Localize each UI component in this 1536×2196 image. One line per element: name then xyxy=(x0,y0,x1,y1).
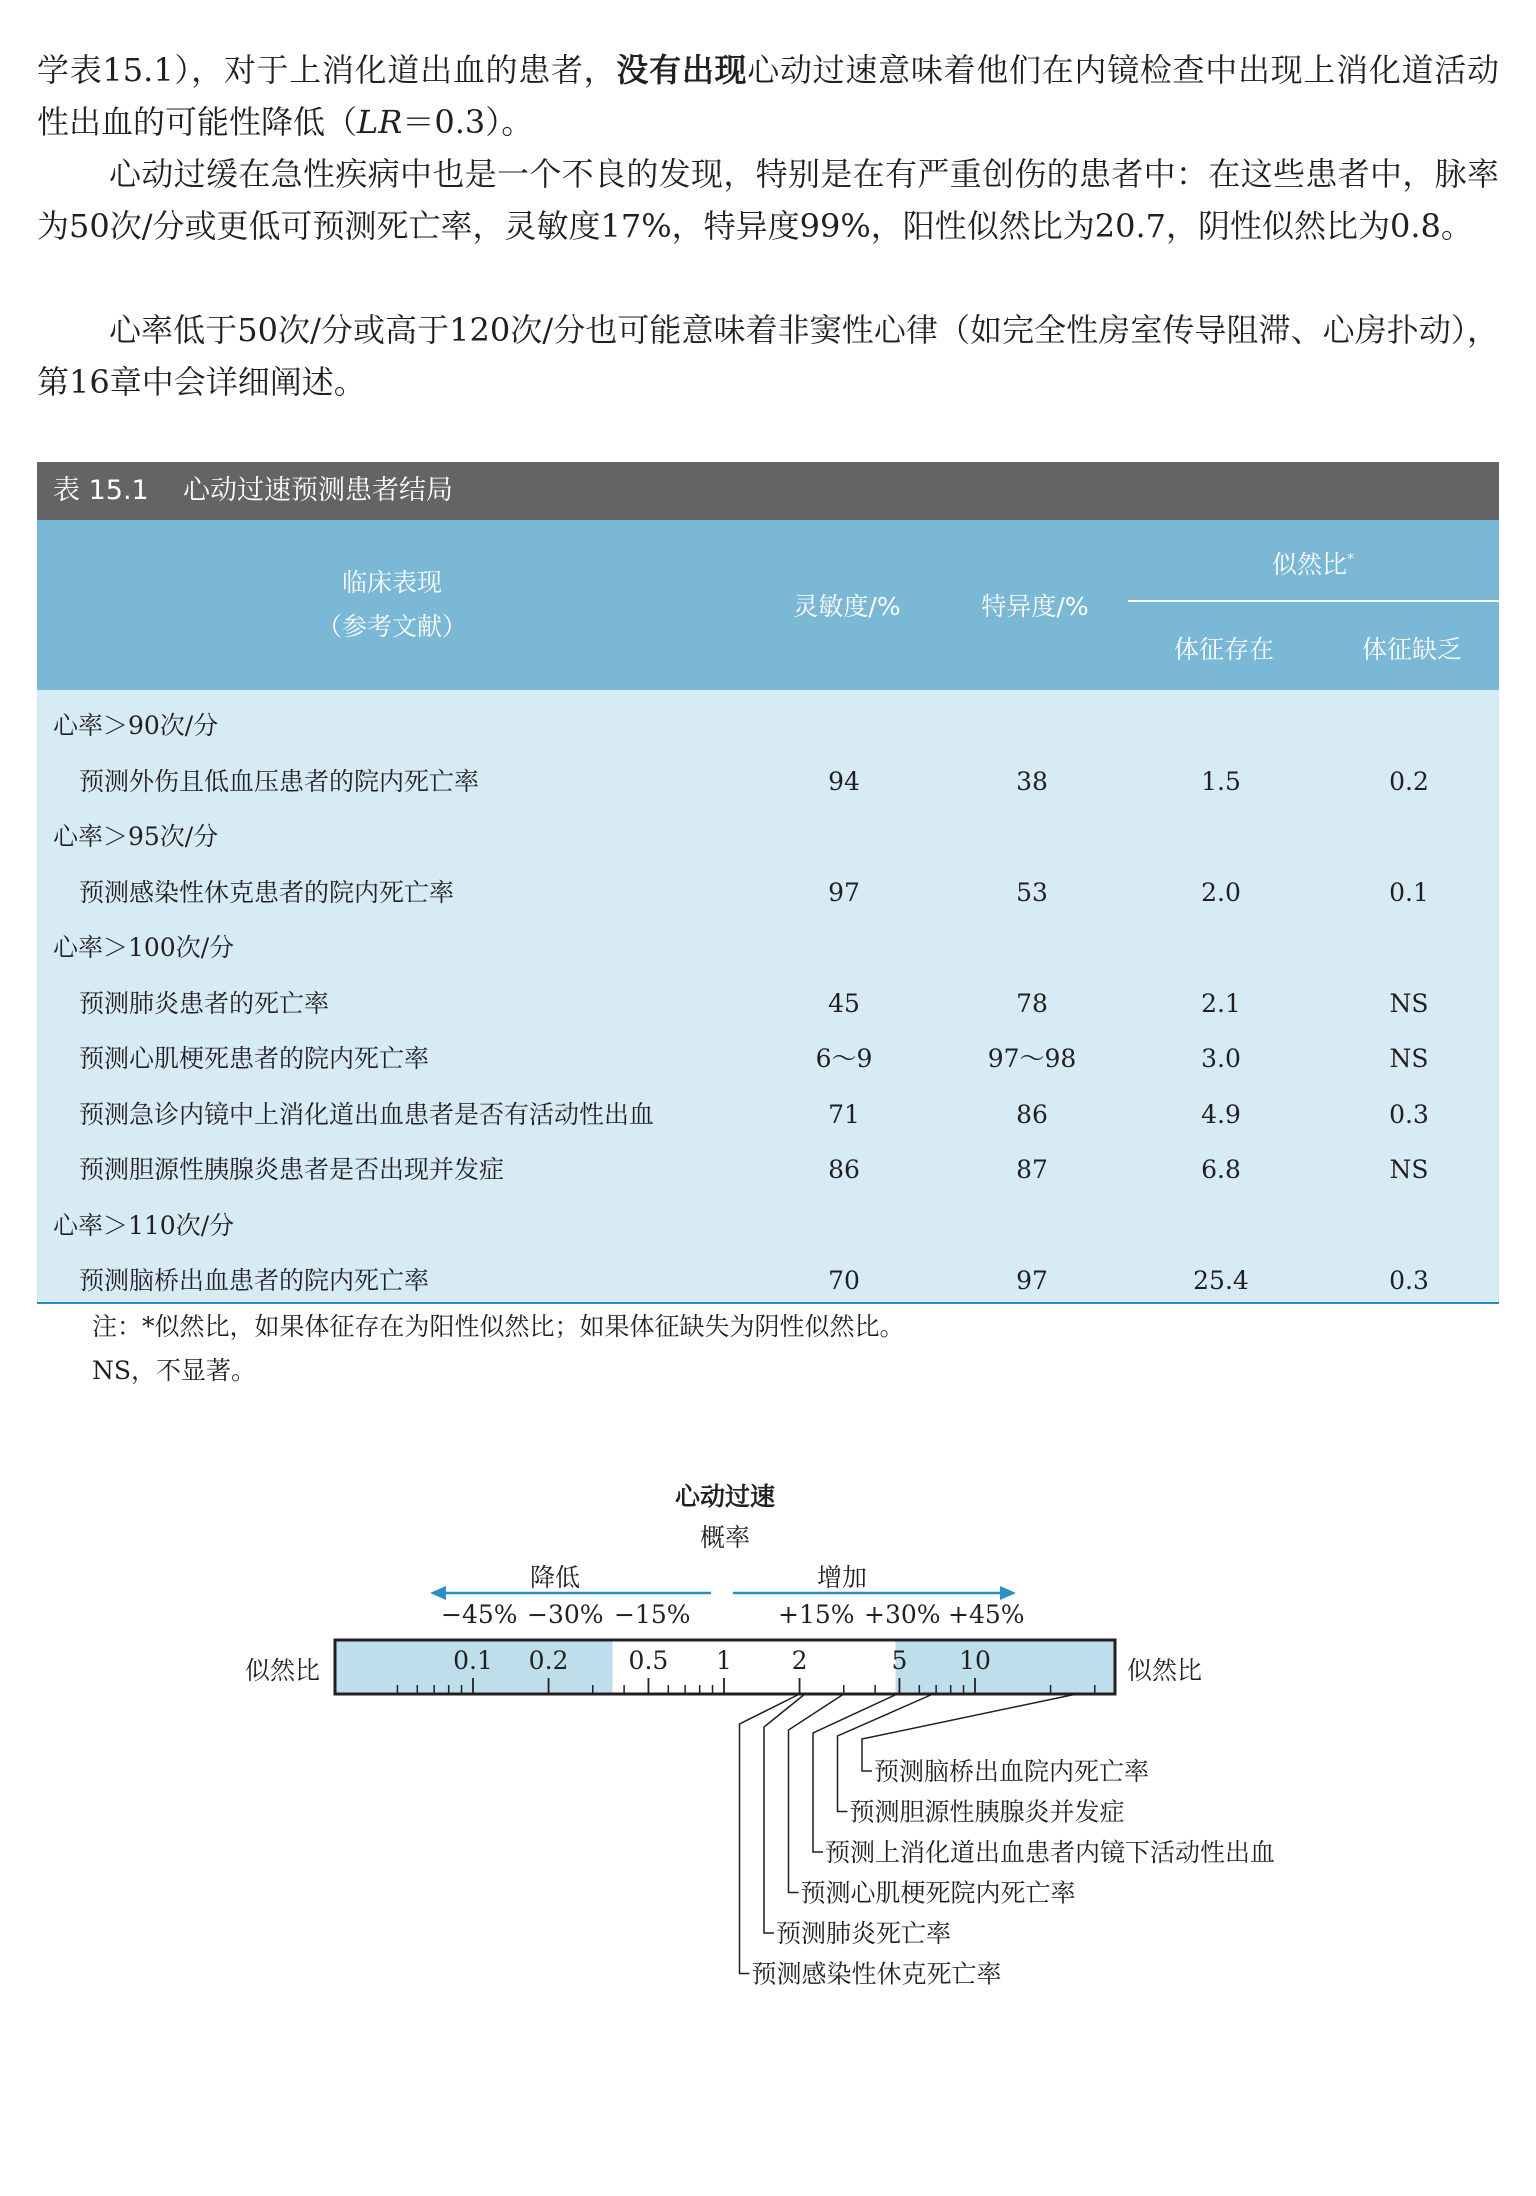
cell-sensitivity: 6～9 xyxy=(815,1044,873,1073)
cell-specificity: 78 xyxy=(1016,988,1048,1018)
tick-label: 5 xyxy=(891,1646,908,1675)
marker-leader xyxy=(838,1694,933,1812)
cell-lr-present: 2.0 xyxy=(1201,877,1241,907)
cell-lr-present: 2.1 xyxy=(1201,988,1241,1018)
pct-right-30: +30% xyxy=(864,1600,941,1629)
tick-label: 0.1 xyxy=(453,1646,493,1675)
tick-label: 10 xyxy=(959,1646,991,1675)
cell-lr-absent: NS xyxy=(1389,988,1429,1018)
figure-subtitle: 概率 xyxy=(700,1523,751,1552)
header-clinical-sub: （参考文献） xyxy=(316,612,467,641)
cell-sensitivity: 94 xyxy=(828,766,860,796)
row-finding: 预测急诊内镜中上消化道出血患者是否有活动性出血 xyxy=(79,1099,655,1129)
cell-specificity: 87 xyxy=(1016,1155,1048,1184)
row-finding: 预测外伤且低血压患者的院内死亡率 xyxy=(79,766,480,796)
lr-symbol: LR xyxy=(357,103,403,141)
row-group-label: 心率＞110次/分 xyxy=(53,1210,235,1240)
lr-label: 似然比 xyxy=(1271,550,1347,579)
cell-lr-absent: NS xyxy=(1389,1044,1429,1073)
cell-sensitivity: 70 xyxy=(828,1266,860,1295)
marker-label: 预测上消化道出血患者内镜下活动性出血 xyxy=(825,1838,1276,1867)
intro-text: 学表15.1），对于上消化道出血的患者， xyxy=(37,51,617,89)
cell-lr-absent: 0.2 xyxy=(1389,766,1429,796)
cell-specificity: 38 xyxy=(1016,766,1048,796)
figure-title: 心动过速 xyxy=(675,1482,776,1511)
cell-lr-present: 6.8 xyxy=(1201,1155,1241,1184)
decrease-label: 降低 xyxy=(530,1563,581,1592)
tick-label: 2 xyxy=(791,1646,808,1675)
header-absent: 体征缺乏 xyxy=(1361,635,1462,664)
intro-text: ＝0.3）。 xyxy=(402,103,534,141)
increase-label: 增加 xyxy=(817,1563,868,1592)
cell-lr-present: 1.5 xyxy=(1201,766,1241,796)
table-note-2: NS，不显著。 xyxy=(92,1356,257,1385)
tick-label: 0.5 xyxy=(628,1646,669,1675)
row-finding: 预测胆源性胰腺炎患者是否出现并发症 xyxy=(79,1155,505,1184)
marker-label: 预测感染性休克死亡率 xyxy=(751,1959,1002,1989)
cell-lr-present: 25.4 xyxy=(1193,1266,1249,1295)
row-group-label: 心率＞90次/分 xyxy=(53,711,219,740)
intro-emphasis: 没有出现 xyxy=(616,51,748,89)
decrease-arrowhead xyxy=(430,1586,446,1600)
tick-label: 0.2 xyxy=(528,1646,569,1675)
pct-left-30: −30% xyxy=(527,1600,604,1629)
shade-right xyxy=(895,1640,1115,1694)
cell-lr-absent: 0.1 xyxy=(1389,877,1429,907)
marker-label: 预测脑桥出血院内死亡率 xyxy=(874,1757,1150,1786)
cell-specificity: 97 xyxy=(1016,1266,1048,1295)
table-note-1: 注：*似然比，如果体征存在为阳性似然比；如果体征缺失为阴性似然比。 xyxy=(92,1312,905,1341)
row-group-label: 心率＞100次/分 xyxy=(53,933,235,962)
row-finding: 预测脑桥出血患者的院内死亡率 xyxy=(79,1266,430,1295)
cell-lr-absent: 0.3 xyxy=(1389,1099,1429,1129)
row-finding: 预测心肌梗死患者的院内死亡率 xyxy=(79,1044,430,1073)
marker-leader xyxy=(764,1694,805,1933)
pct-right-45: +45% xyxy=(948,1600,1025,1629)
cell-sensitivity: 45 xyxy=(828,988,860,1018)
cell-lr-absent: 0.3 xyxy=(1389,1266,1429,1295)
increase-arrowhead xyxy=(1000,1586,1016,1600)
axis-label-left: 似然比 xyxy=(245,1656,321,1685)
pct-right-15: +15% xyxy=(778,1600,855,1629)
cell-lr-present: 3.0 xyxy=(1201,1044,1241,1073)
cell-lr-absent: NS xyxy=(1389,1155,1429,1184)
marker-label: 预测心肌梗死院内死亡率 xyxy=(800,1878,1076,1908)
tick-label: 1 xyxy=(716,1646,732,1675)
table-title: 表 15.1 心动过速预测患者结局 xyxy=(37,462,1499,520)
cell-sensitivity: 97 xyxy=(828,877,860,907)
cell-specificity: 86 xyxy=(1016,1099,1048,1129)
pct-left-45: −45% xyxy=(441,1600,518,1629)
cell-sensitivity: 71 xyxy=(828,1099,860,1129)
lr-footnote-mark: * xyxy=(1347,551,1354,568)
pct-left-15: −15% xyxy=(614,1600,691,1629)
header-sensitivity: 灵敏度/% xyxy=(793,592,901,621)
cell-lr-present: 4.9 xyxy=(1201,1099,1241,1129)
header-clinical: 临床表现 xyxy=(341,568,442,597)
row-finding: 预测肺炎患者的死亡率 xyxy=(79,988,330,1018)
marker-label: 预测胆源性胰腺炎并发症 xyxy=(849,1797,1125,1827)
cell-specificity: 97～98 xyxy=(987,1044,1077,1073)
row-finding: 预测感染性休克患者的院内死亡率 xyxy=(79,877,455,907)
intro-text: 心动过速意味着他们在内镜检查中出现上消化道活动性出血的可能性降低（ xyxy=(37,51,1499,141)
header-present: 体征存在 xyxy=(1173,635,1274,664)
intro-paragraph-2: 心动过缓在急性疾病中也是一个不良的发现，特别是在有严重创伤的患者中：在这些患者中，脉率为50次/分或更低可预测死亡率，灵敏度17%，特异度99%，阳性似然比为20.7，阴性似然比为0.8。 xyxy=(37,155,1499,245)
axis-label-right: 似然比 xyxy=(1127,1656,1203,1685)
cell-specificity: 53 xyxy=(1016,877,1048,907)
row-group-label: 心率＞95次/分 xyxy=(53,822,219,851)
intro-paragraph-3: 心率低于50次/分或高于120次/分也可能意味着非窦性心律（如完全性房室传导阻滞、心房扑动），第16章中会详细阐述。 xyxy=(37,311,1499,401)
header-specificity: 特异度/% xyxy=(981,592,1089,621)
marker-label: 预测肺炎死亡率 xyxy=(776,1919,952,1948)
cell-sensitivity: 86 xyxy=(828,1155,860,1184)
